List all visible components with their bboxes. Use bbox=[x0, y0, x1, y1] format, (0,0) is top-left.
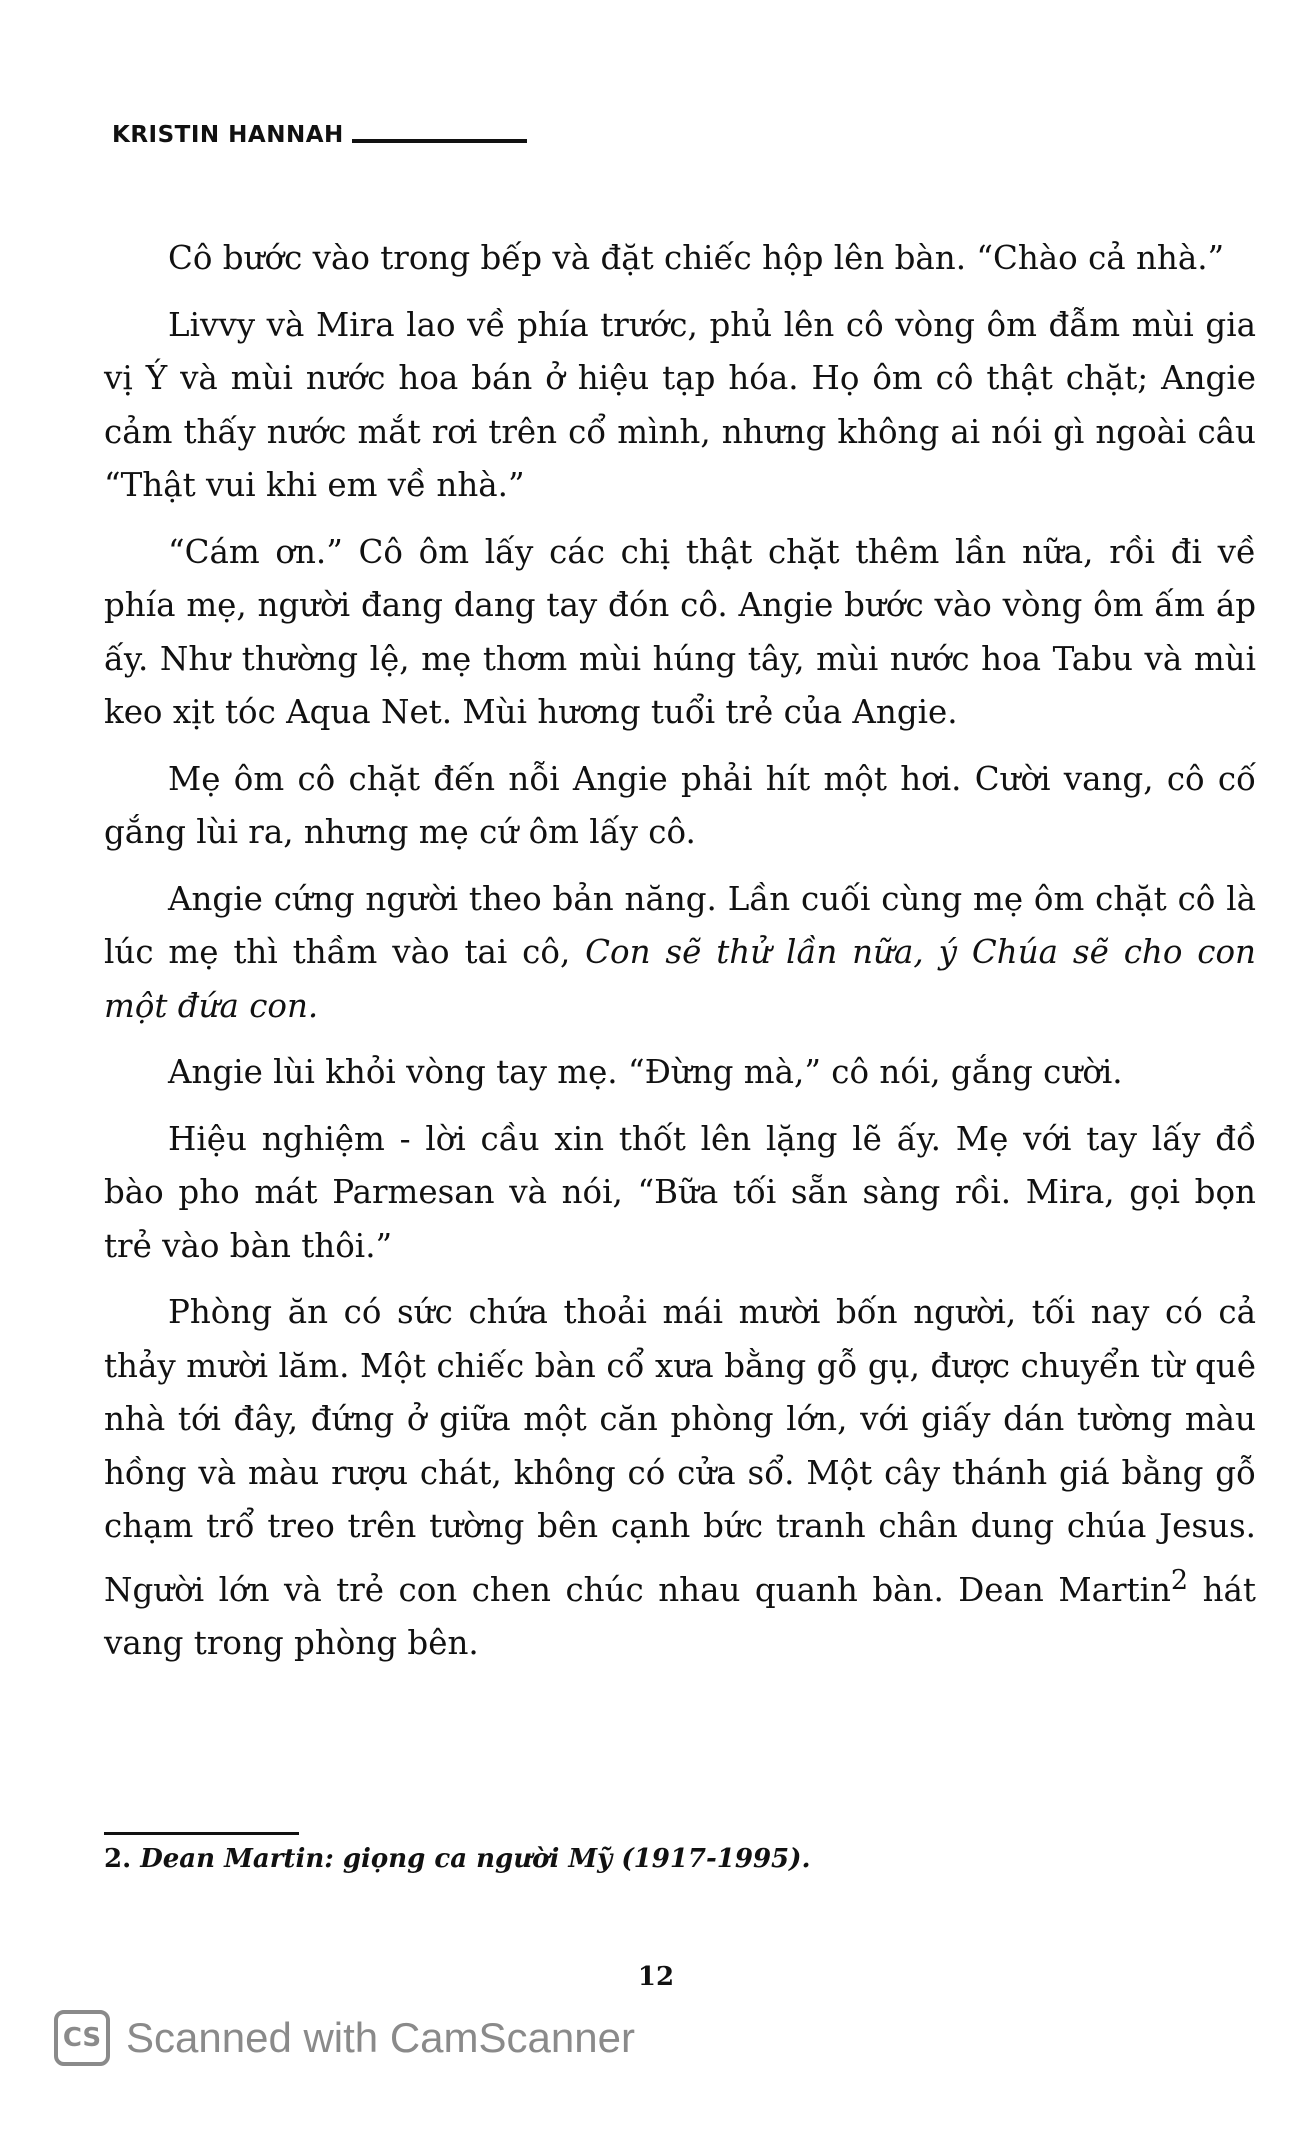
paragraph-5-italic: Con sẽ thử lần nữa, ý Chúa sẽ cho con một đứa con. bbox=[104, 933, 1256, 1025]
paragraph-8-text: Phòng ăn có sức chứa thoải mái mười bốn người, tối nay có cả thảy mười lăm. Một chiếc bàn cổ xưa bằng gỗ gụ, được chuyển từ quê nhà tới đây, đứng ở giữa một căn phòng lớn, với giấy dán tường màu hồng và màu rượu chát, không có cửa sổ. Một cây thánh giá bằng gỗ chạm trổ treo trên tường bên cạnh bức tranh chân dung chúa Jesus. Người lớn và trẻ con chen chúc nhau quanh bàn. Dean Martin bbox=[104, 1293, 1256, 1609]
paragraph-6: Angie lùi khỏi vòng tay mẹ. “Đừng mà,” cô nói, gắng cười. bbox=[168, 1053, 1123, 1091]
author-name: KRISTIN HANNAH bbox=[112, 122, 344, 148]
camscanner-logo-icon: CS bbox=[54, 2010, 110, 2066]
running-header bbox=[112, 122, 527, 148]
paragraph-4: Mẹ ôm cô chặt đến nỗi Angie phải hít một hơi. Cười vang, cô cố gắng lùi ra, nhưng mẹ cứ ôm lấy cô. bbox=[104, 759, 1256, 851]
page-number: 12 bbox=[637, 1962, 675, 1992]
paragraph-5 bbox=[104, 873, 1256, 1034]
header-rule bbox=[352, 139, 527, 143]
paragraph-3: “Cám ơn.” Cô ôm lấy các chị thật chặt thêm lần nữa, rồi đi về phía mẹ, người đang dang tay đón cô. Angie bước vào vòng ôm ấm áp ấy. Như thường lệ, mẹ thơm mùi húng tây, mùi nước hoa Tabu và mùi keo xịt tóc Aqua Net. Mùi hương tuổi trẻ của Angie. bbox=[104, 532, 1256, 731]
footnote bbox=[104, 1844, 811, 1874]
paragraph-8 bbox=[104, 1286, 1256, 1670]
page-body bbox=[104, 232, 1256, 1683]
paragraph-8-tail: hát vang trong phòng bên. bbox=[104, 1570, 1256, 1662]
footnote-number: 2. bbox=[104, 1844, 132, 1874]
camscanner-watermark bbox=[54, 2010, 635, 2066]
paragraph-7: Hiệu nghiệm - lời cầu xin thốt lên lặng lẽ ấy. Mẹ với tay lấy đồ bào pho mát Parmesan và nói, “Bữa tối sẵn sàng rồi. Mira, gọi bọn trẻ vào bàn thôi.” bbox=[104, 1119, 1256, 1265]
paragraph-1: Cô bước vào trong bếp và đặt chiếc hộp lên bàn. “Chào cả nhà.” bbox=[168, 239, 1225, 277]
paragraph-2: Livvy và Mira lao về phía trước, phủ lên cô vòng ôm đẫm mùi gia vị Ý và mùi nước hoa bán ở hiệu tạp hóa. Họ ôm cô thật chặt; Angie cảm thấy nước mắt rơi trên cổ mình, nhưng không ai nói gì ngoài câu “Thật vui khi em về nhà.” bbox=[104, 305, 1256, 504]
footnote-ref: 2 bbox=[1170, 1564, 1189, 1596]
footnote-text: Dean Martin: giọng ca người Mỹ (1917-1995). bbox=[140, 1844, 811, 1874]
footnote-rule bbox=[104, 1832, 299, 1835]
camscanner-text: Scanned with CamScanner bbox=[126, 2014, 635, 2061]
paragraph-5-lead: Angie cứng người theo bản năng. Lần cuối cùng mẹ ôm chặt cô là lúc mẹ thì thầm vào tai cô, bbox=[104, 879, 1256, 971]
